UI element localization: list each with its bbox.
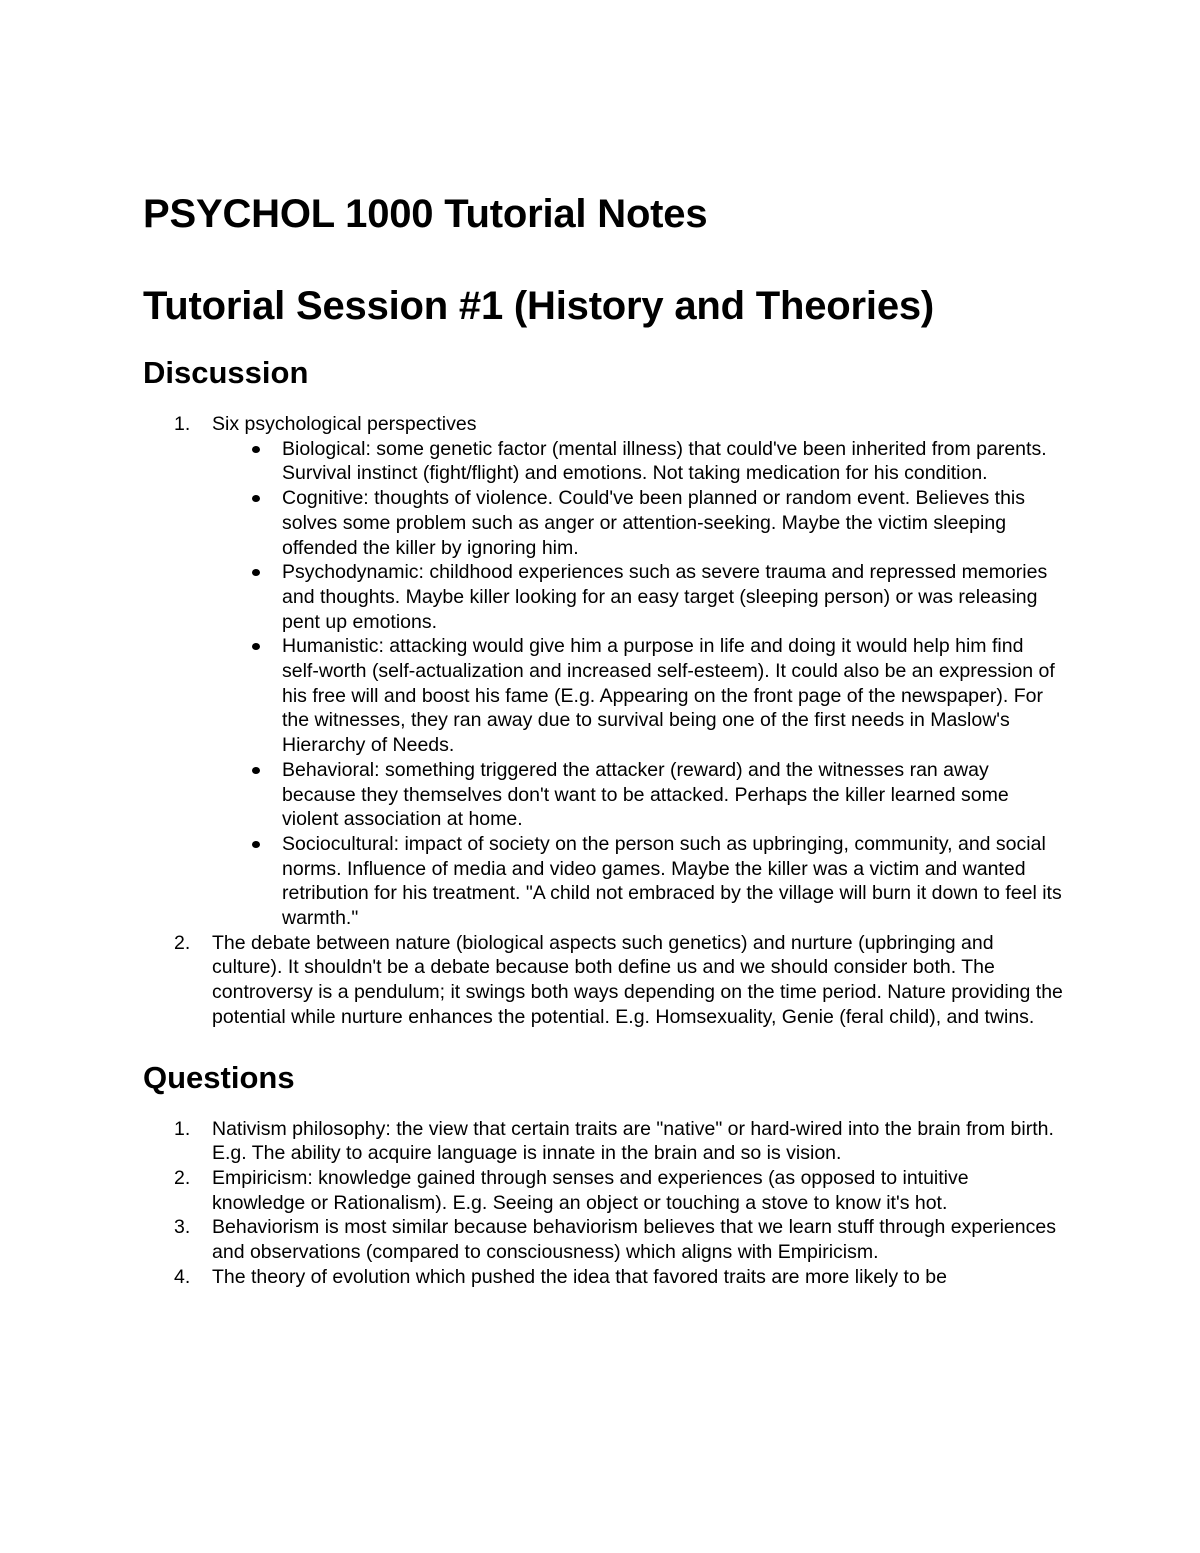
perspective-text: Biological: some genetic factor (mental illness) that could've been inherited from parents. Survival instinct (fight/flight) and emotions. Not taking medication for his condition. (282, 437, 1047, 485)
item-number: 1. (174, 413, 191, 435)
bullet-icon (252, 569, 260, 576)
item-text: The debate between nature (biological aspects such genetics) and nurture (upbringing and culture). It shouldn't be a debate because both define us and we should consider both. The controversy is a pendulum; it swings both ways depending on the time period. Nature providing the potential while nurture enhances the potential. E.g. Homsexuality, Genie (feral child), and twins. (212, 931, 1063, 1028)
discussion-heading: Discussion (143, 355, 309, 390)
item-number: 2. (174, 931, 191, 954)
item-number: 1. (174, 1117, 191, 1140)
document-title: PSYCHOL 1000 Tutorial Notes (143, 192, 708, 236)
document-body (143, 190, 1063, 1290)
perspective-text: Cognitive: thoughts of violence. Could've been planned or random event. Believes this solves some problem such as anger or attention-seeking. Maybe the victim sleeping offended the killer by ignoring him. (282, 487, 1026, 559)
bullet-icon (252, 446, 260, 453)
discussion-item (143, 931, 1063, 1030)
item-text: Behaviorism is most similar because behaviorism believes that we learn stuff through experiences and observations (compared to consciousness) which aligns with Empiricism. (212, 1216, 1056, 1264)
questions-list (143, 1117, 1063, 1290)
perspective-text: Humanistic: attacking would give him a purpose in life and doing it would help him find self-worth (self-actualization and increased self-esteem). It could also be an expression of his free will and boost his fame (E.g. Appearing on the front page of the newspaper). For the witnesses, they ran away due to survival being one of the first needs in Maslow's Hierarchy of Needs. (282, 635, 1055, 757)
item-text: Six psychological perspectives (212, 413, 477, 435)
item-text: The theory of evolution which pushed the idea that favored traits are more likely to be (212, 1265, 947, 1288)
perspective-text: Sociocultural: impact of society on the person such as upbringing, community, and social norms. Influence of media and video games. Maybe the killer was a victim and wanted retribution for his treatment. "A child not embraced by the village will burn it down to feel its warmth." (282, 832, 1062, 930)
question-item (143, 1166, 1063, 1215)
perspective-item (212, 560, 1063, 634)
question-item (143, 1117, 1063, 1166)
item-number: 2. (174, 1166, 191, 1189)
perspective-item (212, 832, 1063, 931)
perspective-text: Behavioral: something triggered the attacker (reward) and the witnesses ran away because they themselves don't want to be attacked. Perhaps the killer learned some violent association at home. (282, 758, 1009, 831)
perspective-item (212, 486, 1063, 560)
bullet-icon (252, 841, 260, 848)
perspective-text: Psychodynamic: childhood experiences such as severe trauma and repressed memories and thoughts. Maybe killer looking for an easy target (sleeping person) or was releasing pent up emotions. (282, 561, 1048, 633)
session-title: Tutorial Session #1 (History and Theories) (143, 284, 935, 328)
questions-heading: Questions (143, 1059, 295, 1095)
discussion-list (143, 412, 1063, 1030)
question-item (143, 1215, 1063, 1264)
perspective-list (212, 437, 1063, 931)
item-text: Nativism philosophy: the view that certain traits are "native" or hard-wired into the brain from birth. E.g. The ability to acquire language is innate in the brain and so is vision. (212, 1117, 1054, 1165)
perspective-item (212, 758, 1063, 832)
discussion-item (143, 412, 1063, 931)
perspective-item (212, 634, 1063, 758)
item-number: 3. (174, 1216, 191, 1239)
question-item (143, 1265, 1063, 1290)
item-text: Empiricism: knowledge gained through senses and experiences (as opposed to intuitive knowledge or Rationalism). E.g. Seeing an object or touching a stove to know it's hot. (212, 1166, 969, 1214)
bullet-icon (252, 643, 260, 650)
bullet-icon (252, 495, 260, 502)
item-number: 4. (174, 1265, 191, 1288)
bullet-icon (252, 767, 260, 774)
perspective-item (212, 437, 1063, 486)
